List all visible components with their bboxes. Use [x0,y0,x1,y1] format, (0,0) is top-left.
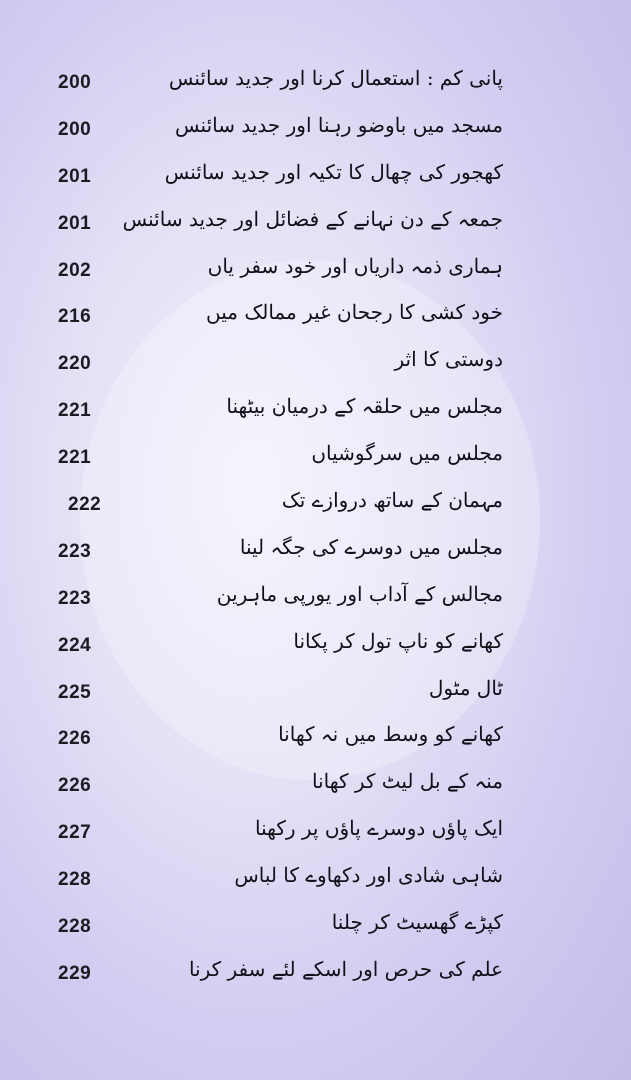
toc-row [0,437,631,484]
toc-page-number: 223 [58,587,92,609]
toc-page-number: 228 [58,869,92,891]
toc-page-number: 216 [58,306,92,328]
toc-page-number: 223 [58,540,92,562]
toc-page-number: 225 [58,681,92,703]
toc-title: جمعہ کے دن نہانے کے فضائل اور جدید سائنس [122,206,503,231]
toc-title: دوستی کا اثر [394,347,503,372]
toc-page-number: 201 [58,165,92,187]
toc-title: مجلس میں سرگوشیاں [311,441,503,466]
toc-title: خود کشی کا رجحان غیر ممالک میں [206,300,503,325]
toc-row [0,343,631,390]
toc-row [0,859,631,906]
toc-row [0,625,631,672]
toc-page-number: 200 [58,118,92,140]
toc-title: منہ کے بل لیٹ کر کھانا [311,769,503,794]
toc-page-number: 202 [58,259,92,281]
toc-page-number: 229 [58,962,92,984]
toc-page-number: 222 [68,494,102,516]
toc-page-number: 226 [58,775,92,797]
toc-title: کھانے کو وسط میں نہ کھانا [278,722,503,747]
toc-title: مجلس میں دوسرے کی جگہ لینا [239,534,503,559]
toc-row [0,718,631,765]
toc-title: پانی کم : استعمال کرنا اور جدید سائنس [168,66,503,90]
toc-page-number: 200 [58,72,92,93]
toc-row [0,812,631,859]
toc-row [0,109,631,156]
toc-row [0,62,631,109]
toc-title: کھانے کو ناپ تول کر پکانا [293,628,503,653]
toc-row [0,578,631,625]
toc-title: ایک پاؤں دوسرے پاؤں پر رکھنا [254,816,503,841]
toc-page-number: 221 [58,400,92,422]
toc-row [0,672,631,719]
toc-page-number: 220 [58,353,92,375]
toc-page-number: 227 [58,822,92,844]
toc-row [0,953,631,1000]
toc-title: مسجد میں باوضو رہنا اور جدید سائنس [175,112,503,137]
toc-row [0,156,631,203]
toc-title: ہماری ذمہ داریاں اور خود سفر یاں [207,253,503,278]
toc-row [0,484,631,531]
toc-page-number: 201 [58,212,92,234]
toc-title: مجالس کے آداب اور یورپی ماہرین [216,581,503,606]
toc-title: ٹال مٹول [428,675,503,700]
toc-row [0,250,631,297]
toc-title: علم کی حرص اور اسکے لئے سفر کرنا [188,956,503,981]
toc-title: مجلس میں حلقہ کے درمیان بیٹھنا [226,394,503,419]
toc-row [0,390,631,437]
toc-title: کپڑے گھسیٹ کر چلنا [331,910,503,935]
toc-page-number: 221 [58,447,92,469]
toc-page-number: 224 [58,634,92,656]
toc-row [0,765,631,812]
toc-row [0,531,631,578]
toc-title: شاہی شادی اور دکھاوے کا لباس [234,863,503,888]
toc-row [0,203,631,250]
toc-row [0,906,631,953]
toc-row [0,296,631,343]
toc-page-number: 226 [58,728,92,750]
toc-title: کھجور کی چھال کا تکیہ اور جدید سائنس [164,159,503,184]
toc-title: مہمان کے ساتھ دروازے تک [281,488,503,513]
table-of-contents [0,62,631,1000]
toc-page-number: 228 [58,916,92,938]
